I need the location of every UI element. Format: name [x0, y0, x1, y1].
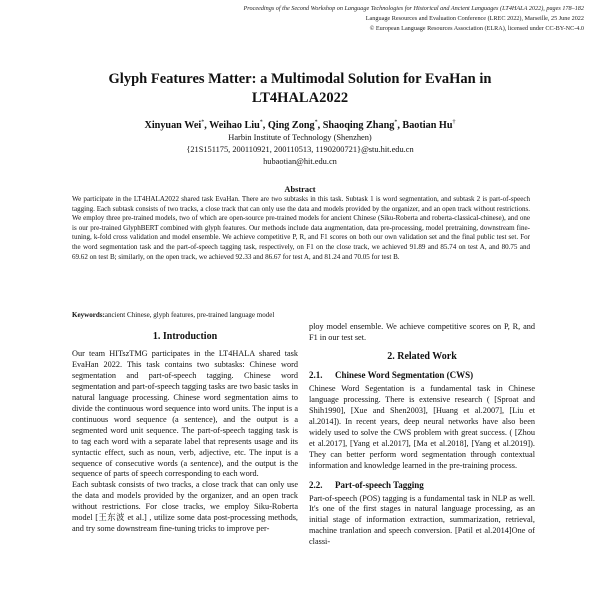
- author-mark: *: [314, 119, 318, 126]
- abstract-heading: Abstract: [284, 185, 316, 194]
- header-line-proceedings: Proceedings of the Second Workshop on Language Technologies for Historical and Ancient Languages (LT4HALA 2022), pages 178–182: [243, 5, 584, 12]
- left-column: [72, 331, 298, 535]
- author-mark: †: [452, 119, 456, 126]
- intro-paragraph-1: Our team HITszTMG participates in the LT4HALA shared task EvaHan 2022. This task contains two subtasks: Chinese word segmentation and part-of-speech tagging. Chinese word segmentation and part-of-speech tagging tasks are two basic tasks in natural language processing. Chinese word segmentation aims to divide the continuous word sequence into word units. The input is a continuous word sequence (a sentence), and the output is a segmented word unit sequence. The part-of-speech tagging task is to tag each word with a separate label that represents usage and its syntactic effect, such as noun, verb, adjective, etc. The input is a sequence of consecutive words (a sentence), and the output is the sequence of parts of speech corresponding to each word.: [72, 349, 298, 479]
- keywords-label: Keywords:: [72, 311, 105, 319]
- section-heading-related-work: 2. Related Work: [387, 350, 457, 362]
- paper-title-line-1: Glyph Features Matter: a Multimodal Solution for EvaHan in: [108, 71, 492, 87]
- affiliation-institution: Harbin Institute of Technology (Shenzhen): [228, 133, 372, 142]
- section-heading-introduction: 1. Introduction: [152, 331, 218, 342]
- abstract-text: We participate in the LT4HALA2022 shared task EvaHan. There are two subtasks in this task. Subtask 1 is word segmentation, and subtask 2 is part-of-speech tagging. Each subtask consists of two tracks, a close track that can only use the data and models provided by the organizer, and an open track without restrictions. We employ three pre-trained models, two of which are open-source pre-trained models for ancient Chinese (Siku-Roberta and roberta-classical-chinese), and one is our pre-trained GlyphBERT combined with glyph features. Our methods include data augmentation, data pre-processing, model pretraining, downstream fine-tuning, k-fold cross validation and model ensemble. We achieve competitive P, R, and F1 scores on both our own validation set and the final public test set. For the word segmentation task and the part-of-speech tagging task, respectively, on F1 on the close track, we achieved 91.89 and 85.74 on test A, and 80.75 and 69.62 on test B; similarly, on the open track, we achieved 92.33 and 86.67 for test A, and 81.24 and 70.05 for test B.: [72, 195, 530, 261]
- paper-title-line-2: LT4HALA2022: [251, 90, 349, 106]
- pos-paragraph: Part-of-speech (POS) tagging is a fundamental task in NLP as well. It's one of the first stages in natural language processing, as an initial stage of information extraction, summarization, retrieval, machine tranlation and speech conversion. [Patil et al.2014]One of classi-: [309, 493, 535, 547]
- affiliation-contact-email: hubaotian@hit.edu.cn: [263, 157, 337, 166]
- keywords-line: [72, 311, 530, 321]
- author-name: Weihao Liu: [209, 120, 260, 131]
- author-separator: ,: [317, 120, 323, 131]
- right-column: [309, 322, 535, 548]
- header-line-license: © European Language Resources Association (ELRA), licensed under CC-BY-NC-4.0: [369, 25, 584, 32]
- affiliation-emails: {21S151175, 200110921, 200110513, 1190200721}@stu.hit.edu.cn: [186, 145, 414, 154]
- intro-continuation: ploy model ensemble. We achieve competitive scores on P, R, and F1 in our test set.: [309, 322, 535, 342]
- author-mark: *: [394, 119, 398, 126]
- paper-title: [0, 70, 600, 108]
- proceedings-header: [24, 4, 584, 34]
- header-line-conference: Language Resources and Evaluation Conference (LREC 2022), Marseille, 25 June 2022: [365, 15, 584, 22]
- author-separator: ,: [262, 120, 268, 131]
- subsection-title: Part-of-speech Tagging: [335, 479, 424, 490]
- author-list: [0, 119, 600, 132]
- author-name: Shaoqing Zhang: [322, 120, 395, 131]
- subsection-title: Chinese Word Segmentation (CWS): [335, 369, 474, 380]
- author-mark: *: [201, 119, 205, 126]
- author-separator: ,: [397, 120, 403, 131]
- subsection-number: 2.1.: [309, 369, 323, 380]
- intro-paragraph-2: Each subtask consists of two tracks, a close track that can only use the data and models provided by the organizer, and an open track without restrictions. For close tracks, we employ Siku-Roberta model [王东波 et al.] , utilize some data post-processing methods, and try some downstream fine-tuning tricks to improve per-: [72, 480, 298, 534]
- subsection-number: 2.2.: [309, 479, 323, 490]
- author-name: Qing Zong: [267, 120, 315, 131]
- author-separator: ,: [204, 120, 210, 131]
- author-name: Xinyuan Wei: [144, 120, 202, 131]
- keywords-text: ancient Chinese, glyph features, pre-trained language model: [104, 311, 275, 319]
- subsection-heading-cws: [309, 369, 535, 381]
- author-mark: *: [259, 119, 263, 126]
- cws-paragraph: Chinese Word Segentation is a fundamental task in Chinese language processing. There is extensive research ( [Sproat and Shih1990], [Xue and Shen2003], [Huang et al.2007], [Liu et al.2014]). In recent years, deep neural networks have also been widely used to solve the CWS problem with great success. ( [Zhou et al.2017], [Yang et al.2017], [Ma et al.2018], [Yang et al.2019]). They can better perform word segmentation through contextual information and knowledge learned in the pre-training process.: [309, 383, 535, 470]
- subsection-heading-pos: [309, 479, 535, 491]
- author-name: Baotian Hu: [402, 120, 453, 131]
